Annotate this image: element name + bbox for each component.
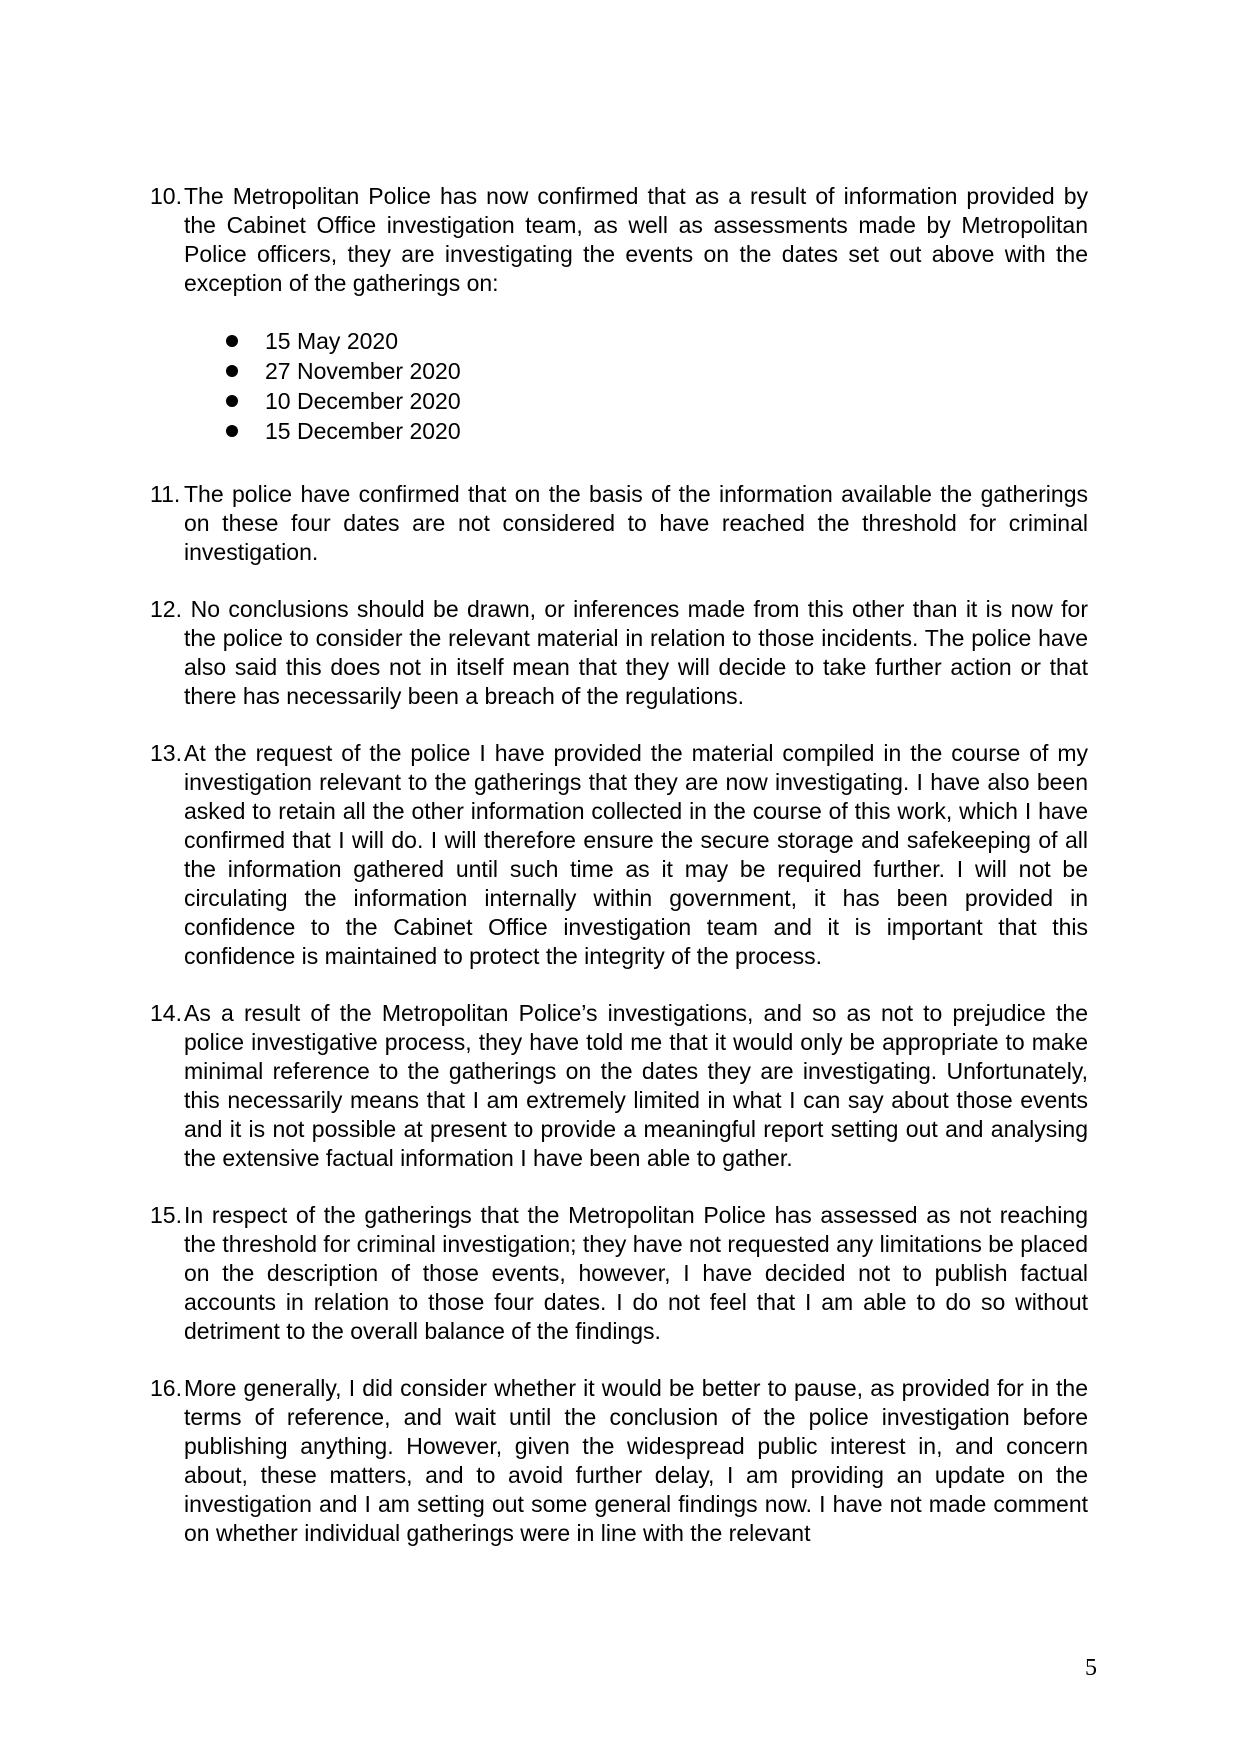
paragraph-number: 16. (150, 1375, 182, 1401)
paragraph-11 (150, 480, 1088, 567)
paragraph-text: In respect of the gatherings that the Metropolitan Police has assessed as not reaching the threshold for criminal investigation; they have not requested any limitations be placed on the description of those events, however, I have decided not to publish factual accounts in relation to those four dates. I do not feel that I am able to do so without detriment to the overall balance of the findings. (184, 1202, 1088, 1344)
paragraph-text: At the request of the police I have provided the material compiled in the course of my investigation relevant to the gatherings that they are now investigating. I have also been asked to retain all the other information collected in the course of this work, which I have confirmed that I will do. I will therefore ensure the secure storage and safekeeping of all the information gathered until such time as it may be required further. I will not be circulating the information internally within government, it has been provided in confidence to the Cabinet Office investigation team and it is important that this confidence is maintained to protect the integrity of the process. (184, 740, 1088, 969)
list-item-text: 15 May 2020 (265, 328, 398, 354)
paragraph-number: 15. (150, 1202, 182, 1228)
list-item-text: 10 December 2020 (265, 388, 461, 414)
list-item (150, 386, 1088, 416)
paragraph-text: More generally, I did consider whether it would be better to pause, as provided for in the terms of reference, and wait until the conclusion of the police investigation before publishing anything. However, given the widespread public interest in, and concern about, these matters, and to avoid further delay, I am providing an update on the investigation and I am setting out some general findings now. I have not made comment on whether individual gatherings were in line with the relevant (184, 1375, 1088, 1546)
list-item (150, 356, 1088, 386)
bullet-icon (226, 335, 238, 347)
bullet-icon (226, 365, 238, 377)
paragraph-16 (150, 1374, 1088, 1548)
paragraph-15 (150, 1201, 1088, 1346)
paragraph-number: 11. (150, 481, 181, 507)
paragraph-10 (150, 182, 1088, 298)
paragraph-number: 10. (150, 183, 182, 209)
date-bullet-list (150, 326, 1088, 446)
paragraph-number: 13. (150, 740, 182, 766)
bullet-icon (226, 425, 238, 437)
paragraph-12 (150, 595, 1088, 711)
paragraph-text: The Metropolitan Police has now confirmed that as a result of information provided by the Cabinet Office investigation team, as well as assessments made by Metropolitan Police officers, they are investigating the events on the dates set out above with the exception of the gatherings on: (184, 183, 1088, 296)
paragraph-text: No conclusions should be drawn, or inferences made from this other than it is now for the police to consider the relevant material in relation to those incidents. The police have also said this does not in itself mean that they will decide to take further action or that there has necessarily been a breach of the regulations. (184, 596, 1088, 709)
paragraph-number: 14. (150, 1000, 182, 1026)
paragraph-text: The police have confirmed that on the basis of the information available the gatherings on these four dates are not considered to have reached the threshold for criminal investigation. (184, 481, 1088, 565)
paragraph-number: 12. (150, 596, 182, 622)
list-item-text: 15 December 2020 (265, 418, 461, 444)
list-item (150, 326, 1088, 356)
paragraph-13 (150, 739, 1088, 971)
list-item (150, 416, 1088, 446)
paragraph-text: As a result of the Metropolitan Police’s investigations, and so as not to prejudice the police investigative process, they have told me that it would only be appropriate to make minimal reference to the gatherings on the dates they are investigating. Unfortunately, this necessarily means that I am extremely limited in what I can say about those events and it is not possible at present to provide a meaningful report setting out and analysing the extensive factual information I have been able to gather. (184, 1000, 1088, 1171)
bullet-icon (226, 395, 238, 407)
paragraph-14 (150, 999, 1088, 1173)
list-item-text: 27 November 2020 (265, 358, 461, 384)
page-number: 5 (1085, 1655, 1097, 1681)
